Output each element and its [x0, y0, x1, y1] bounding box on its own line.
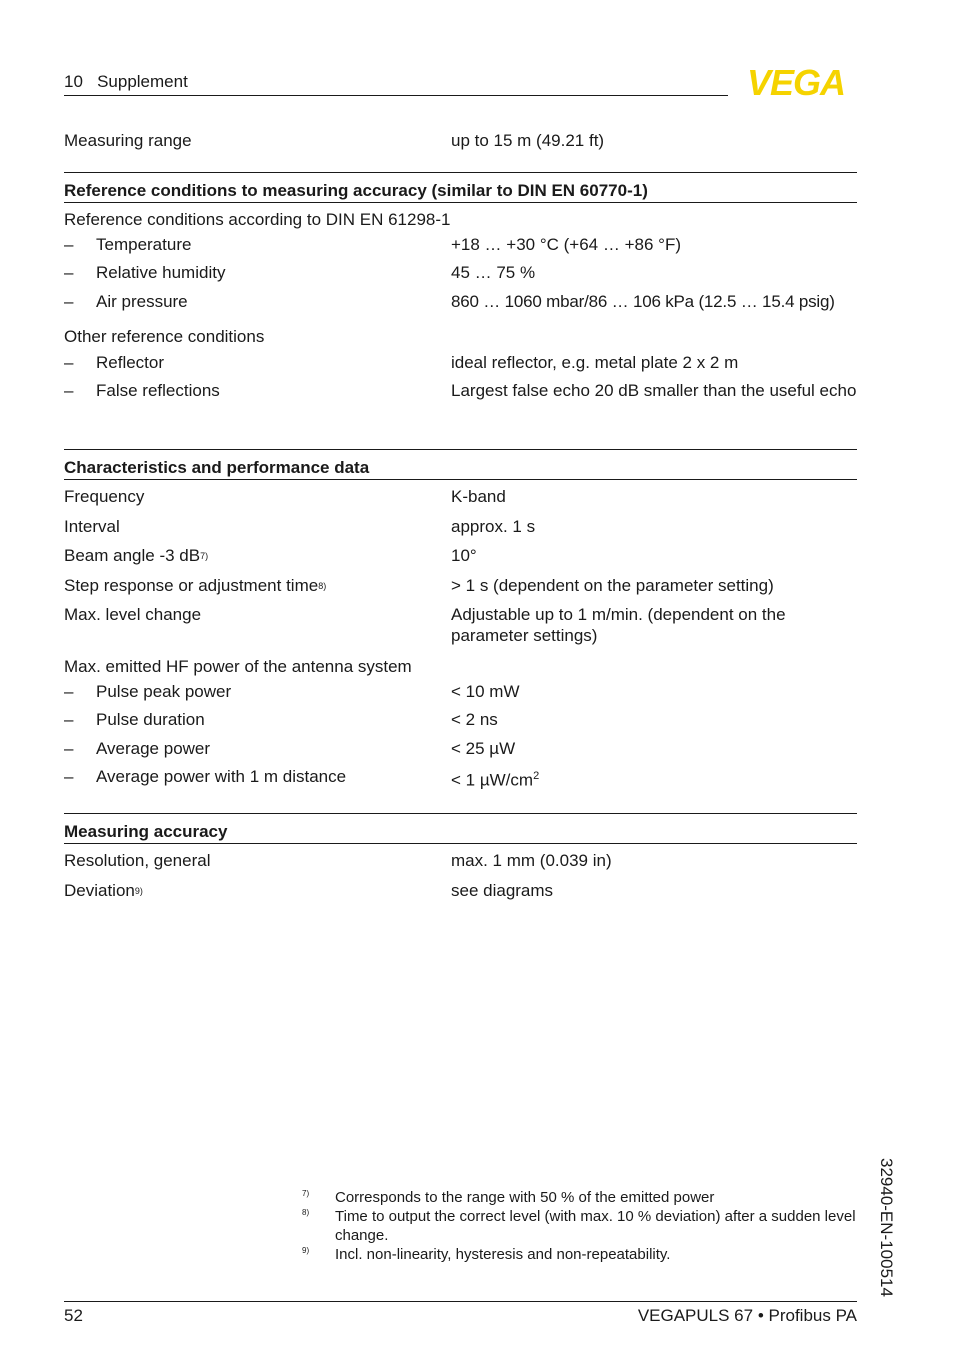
- row-label: [64, 575, 326, 597]
- header-section: 10 Supplement: [64, 72, 188, 91]
- row-label: Relative humidity: [96, 263, 226, 282]
- row-label: Max. emitted HF power of the antenna system: [64, 657, 412, 676]
- row-label: Average power with 1 m distance: [96, 767, 347, 786]
- dash-bullet: –: [64, 353, 74, 372]
- footer-rule: [64, 1301, 857, 1302]
- section-rule-top: [64, 172, 857, 173]
- row-value: [451, 766, 857, 791]
- row-label: Pulse peak power: [96, 682, 232, 701]
- row-label: Air pressure: [96, 292, 188, 311]
- label-text: Step response or adjustment time: [64, 576, 319, 595]
- section-heading-characteristics: Characteristics and performance data: [64, 458, 370, 477]
- row-value: 860 … 1060 mbar/86 … 106 kPa (12.5 … 15.4 psig): [451, 292, 835, 311]
- row-label: Frequency: [64, 487, 145, 506]
- dash-bullet: –: [64, 381, 74, 400]
- row-label: Average power: [96, 739, 211, 758]
- row-label: Resolution, general: [64, 851, 211, 870]
- row-value: 10°: [451, 546, 477, 565]
- document-code-text: 32940-EN-100514: [877, 1158, 896, 1297]
- document-code: [876, 1158, 896, 1303]
- footnote-ref: 7): [200, 551, 209, 561]
- footnote: [302, 1245, 858, 1264]
- section-heading-reference: Reference conditions to measuring accuracy (similar to DIN EN 60770-1): [64, 181, 648, 200]
- footnote-text: Corresponds to the range with 50 % of the emitted power: [335, 1189, 715, 1206]
- dash-bullet: –: [64, 682, 74, 701]
- footnote-text: Time to output the correct level (with max. 10 % deviation) after a sudden level change.: [335, 1208, 856, 1244]
- dash-bullet: –: [64, 263, 74, 282]
- row-value: < 2 ns: [451, 710, 498, 729]
- row-label: Interval: [64, 517, 120, 536]
- row-label: Pulse duration: [96, 710, 205, 729]
- label-text: Beam angle -3 dB: [64, 546, 201, 565]
- dash-bullet: –: [64, 767, 74, 786]
- dash-bullet: –: [64, 710, 74, 729]
- label-text: Deviation: [64, 881, 135, 900]
- row-value: see diagrams: [451, 881, 554, 900]
- footnote: [302, 1188, 858, 1207]
- row-label: Reflector: [96, 353, 165, 372]
- value-text: < 1 µW/cm: [451, 770, 534, 790]
- footnote: [302, 1207, 858, 1245]
- footnote-text: Incl. non-linearity, hysteresis and non-repeatability.: [335, 1246, 671, 1263]
- header-rule: [64, 95, 728, 96]
- dash-bullet: –: [64, 292, 74, 311]
- row-value: K-band: [451, 487, 506, 506]
- row-value: Largest false echo 20 dB smaller than the useful echo: [451, 381, 857, 400]
- row-label: Reference conditions according to DIN EN 61298-1: [64, 210, 451, 229]
- row-label: False reflections: [96, 381, 220, 400]
- row-label: [64, 545, 208, 567]
- section-rule-bottom: [64, 479, 857, 480]
- page-number: 52: [64, 1306, 83, 1325]
- dash-bullet: –: [64, 235, 74, 254]
- row-label: [64, 880, 143, 902]
- row-value: +18 … +30 °C (+64 … +86 °F): [451, 235, 681, 254]
- row-value: 45 … 75 %: [451, 263, 536, 282]
- row-value: > 1 s (dependent on the parameter setting): [451, 576, 774, 595]
- row-label: Other reference conditions: [64, 327, 265, 346]
- superscript: 2: [533, 770, 540, 782]
- footnotes: [302, 1188, 858, 1264]
- footnote-ref: 9): [134, 886, 143, 896]
- row-value: approx. 1 s: [451, 517, 536, 536]
- footnote-number: 9): [302, 1246, 310, 1255]
- dash-bullet: –: [64, 739, 74, 758]
- row-value: ideal reflector, e.g. metal plate 2 x 2 m: [451, 353, 739, 372]
- section-rule-top: [64, 813, 857, 814]
- vega-logo: [734, 64, 858, 98]
- row-label: Measuring range: [64, 131, 192, 150]
- row-value: < 25 µW: [451, 739, 516, 758]
- footnote-number: 8): [302, 1208, 310, 1217]
- section-rule-top: [64, 449, 857, 450]
- footnote-number: 7): [302, 1189, 310, 1198]
- footer-product: VEGAPULS 67 • Profibus PA: [637, 1306, 857, 1325]
- row-label: Max. level change: [64, 605, 202, 624]
- row-label: Temperature: [96, 235, 192, 254]
- svg-text:VEGA: VEGA: [746, 64, 846, 98]
- section-heading-accuracy: Measuring accuracy: [64, 822, 228, 841]
- section-rule-bottom: [64, 843, 857, 844]
- row-value: max. 1 mm (0.039 in): [451, 851, 612, 870]
- footnote-ref: 8): [318, 581, 327, 591]
- section-rule-bottom: [64, 202, 857, 203]
- row-value: Adjustable up to 1 m/min. (dependent on the parameter settings): [451, 605, 786, 645]
- row-value: < 10 mW: [451, 682, 520, 701]
- row-value: up to 15 m (49.21 ft): [451, 131, 605, 150]
